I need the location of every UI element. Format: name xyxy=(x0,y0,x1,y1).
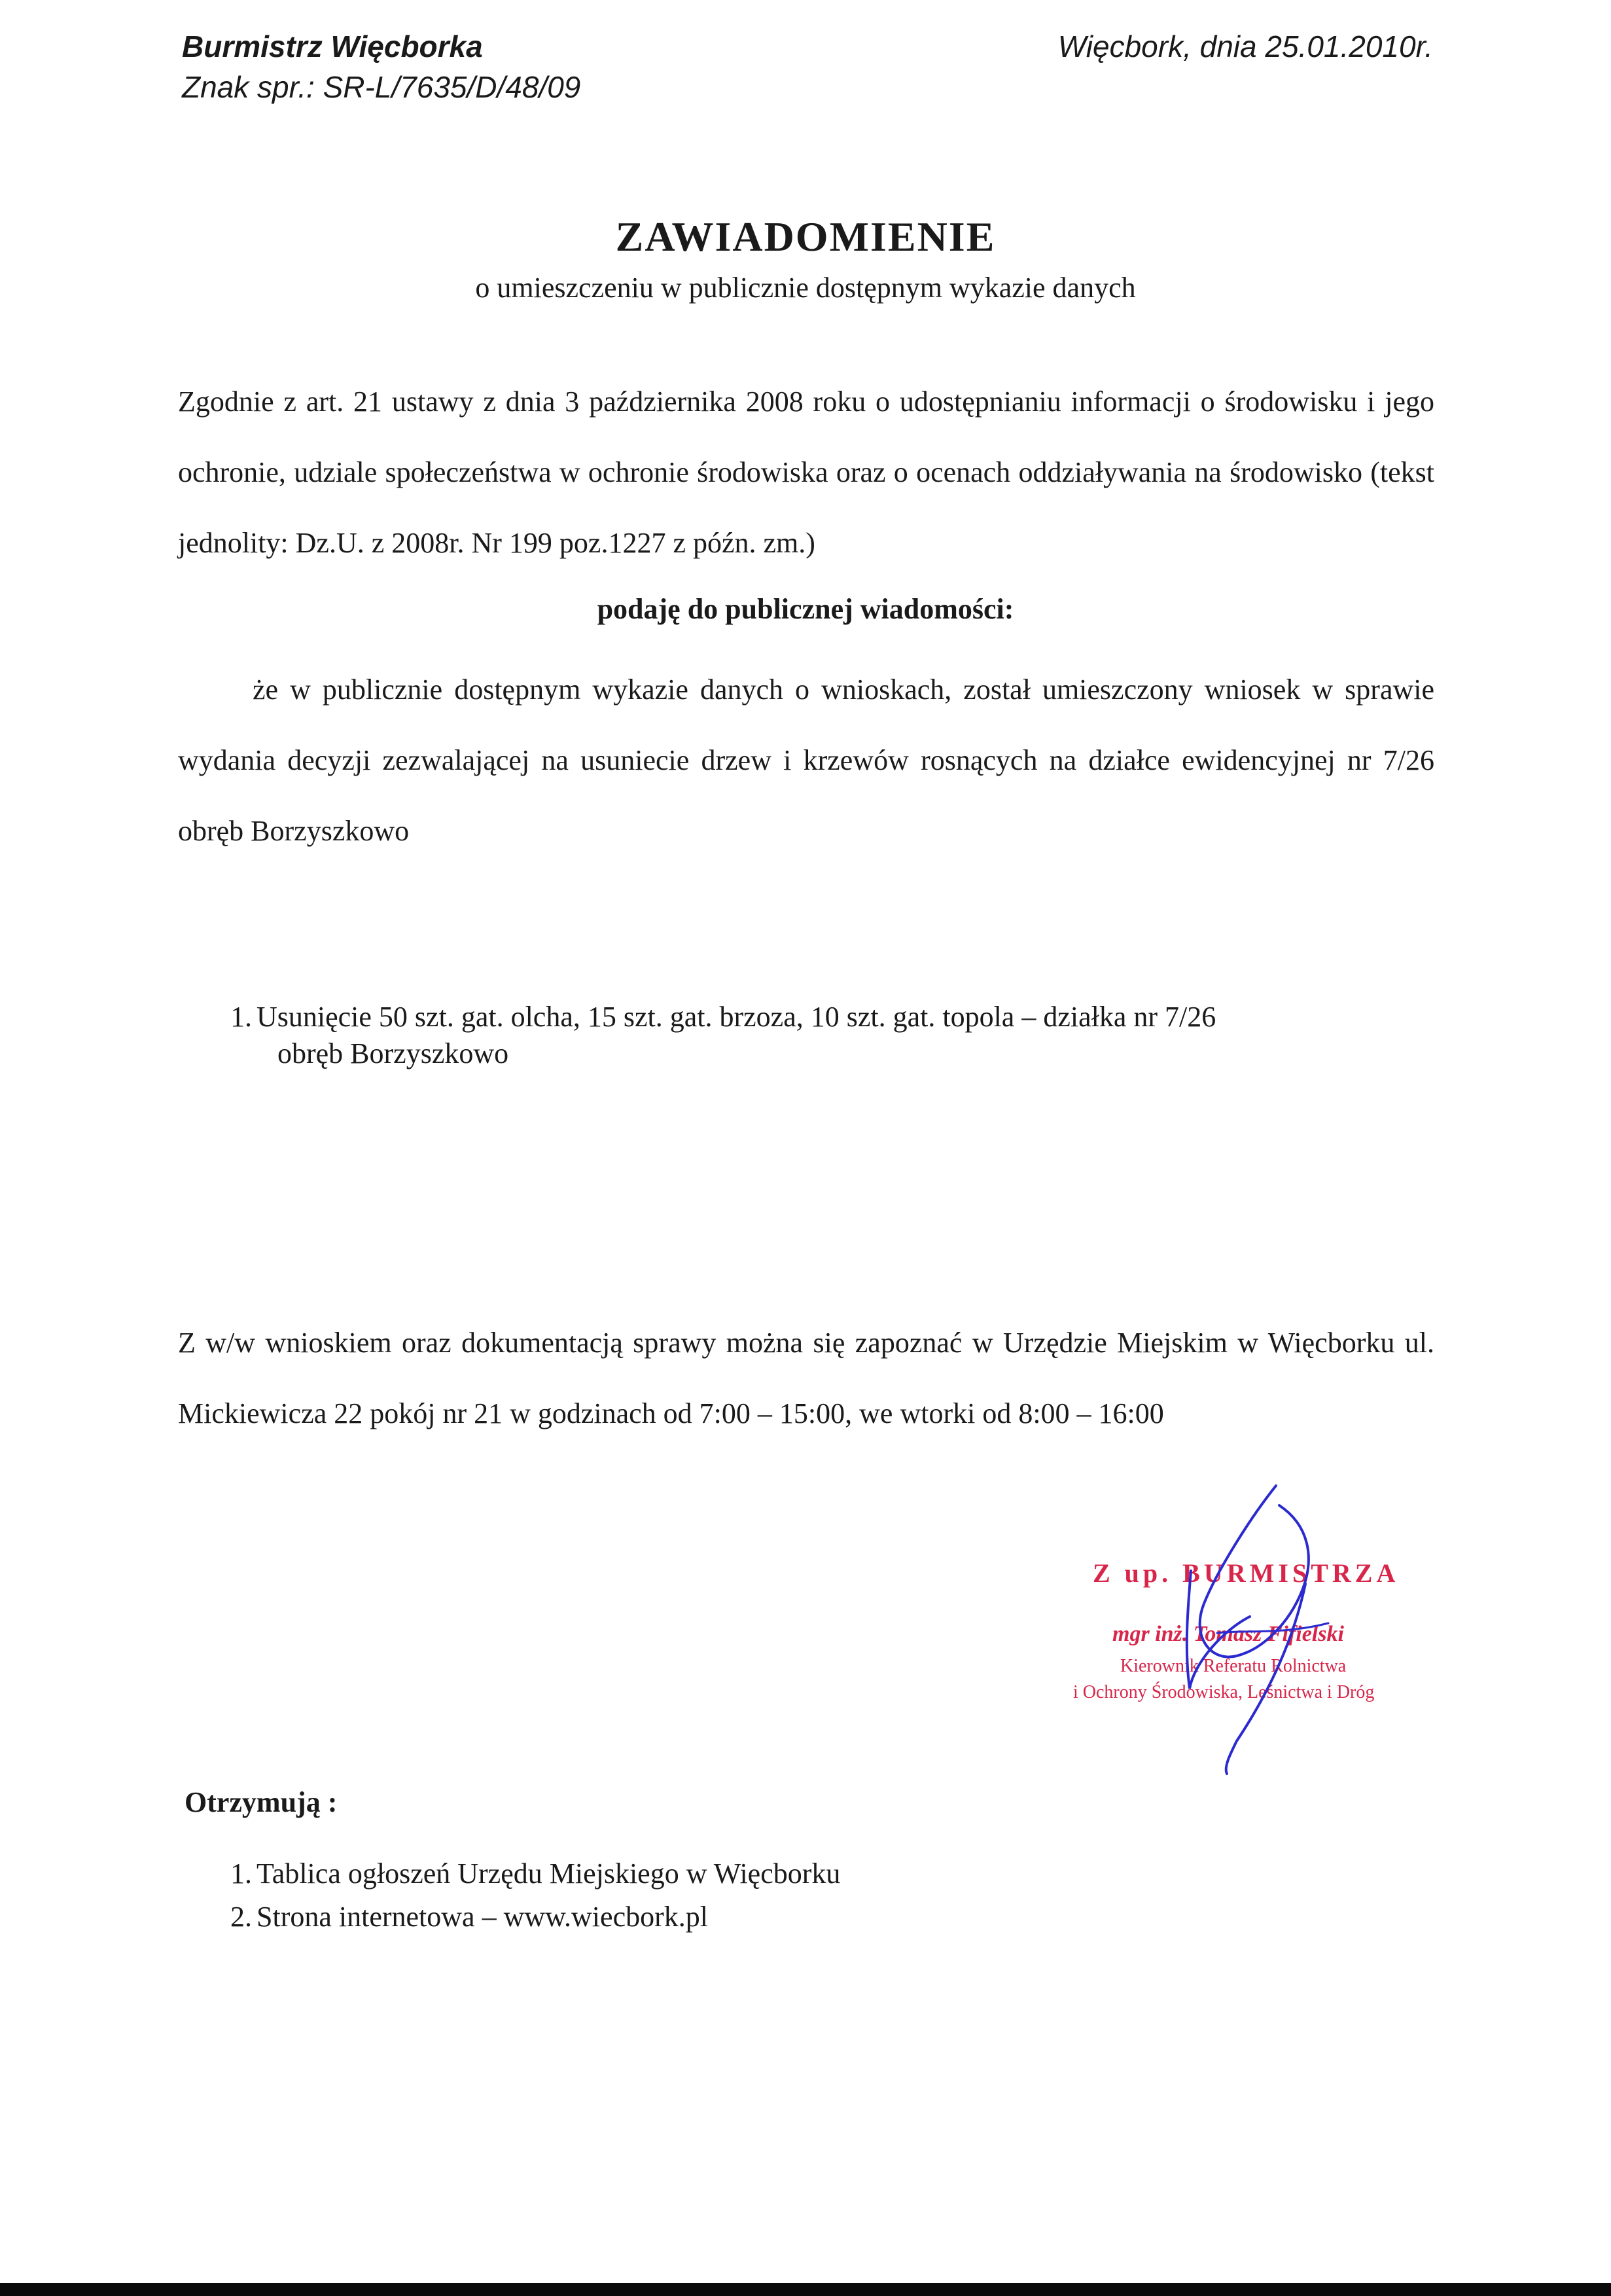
stamp-line-1: Z up. BURMISTRZA xyxy=(1093,1558,1400,1588)
reference-number: Znak spr.: SR-L/7635/D/48/09 xyxy=(182,70,581,104)
legal-basis-paragraph: Zgodnie z art. 21 ustawy z dnia 3 października 2008 roku o udostępnianiu informacji o środowisku i jego ochronie, udziale społeczeństwa w ochronie środowiska oraz o ocenach oddziaływania na środowisko (tekst jednolity: Dz.U. z 2008r. Nr 199 poz.1227 z późn. zm.) xyxy=(178,386,1434,559)
list-item-line-1: Usunięcie 50 szt. gat. olcha, 15 szt. gat. brzoza, 10 szt. gat. topola – działka nr 7/26 xyxy=(257,1001,1216,1033)
list-item xyxy=(230,1895,840,1939)
recipient-text: Strona internetowa – www.wiecbork.pl xyxy=(257,1901,708,1933)
list-item-number: 1. xyxy=(230,1001,252,1033)
stamp-line-3: Kierownik Referatu Rolnictwa xyxy=(1120,1656,1347,1676)
office-name: Burmistrz Więcborka xyxy=(182,29,483,63)
application-paragraph: że w publicznie dostępnym wykazie danych o wnioskach, został umieszczony wniosek w sprawie wydania decyzji zezwalającej na usuniecie drzew i krzewów rosnących na działce ewidencyjnej nr 7/26 obręb Borzyszkowo xyxy=(178,673,1434,847)
stamp-line-2: mgr inż. Tomasz Fifielski xyxy=(1112,1622,1344,1646)
office-hours-paragraph: Z w/w wnioskiem oraz dokumentacją sprawy można się zapoznać w Urzędzie Miejskim w Więcborku ul. Mickiewicza 22 pokój nr 21 w godzinach od 7:00 – 15:00, we wtorki od 8:00 – 16:00 xyxy=(178,1327,1434,1429)
stamp-line-4: i Ochrony Środowiska, Leśnictwa i Dróg xyxy=(1073,1682,1375,1702)
recipient-number: 2. xyxy=(230,1901,252,1933)
recipients-heading: Otrzymują : xyxy=(185,1786,338,1818)
header-office-block xyxy=(182,26,580,107)
recipient-number: 1. xyxy=(230,1857,252,1890)
signature-stroke xyxy=(1226,1584,1305,1774)
recipients-list xyxy=(230,1852,840,1939)
list-item xyxy=(230,1852,840,1895)
list-item xyxy=(230,999,1434,1072)
document-subtitle: o umieszczeniu w publicznie dostępnym wykazie danych xyxy=(475,272,1136,304)
signature-stroke xyxy=(1187,1571,1250,1689)
document-title: ZAWIADOMIENIE xyxy=(615,213,996,260)
recipient-text: Tablica ogłoszeń Urzędu Miejskiego w Więcborku xyxy=(257,1857,841,1890)
announcement-heading: podaję do publicznej wiadomości: xyxy=(597,593,1014,625)
scan-bottom-edge xyxy=(0,2283,1611,2296)
list-item-line-2: obręb Borzyszkowo xyxy=(277,1037,509,1069)
handwritten-signature xyxy=(1139,1466,1374,1780)
place-date: Więcbork, dnia 25.01.2010r. xyxy=(1057,29,1433,63)
